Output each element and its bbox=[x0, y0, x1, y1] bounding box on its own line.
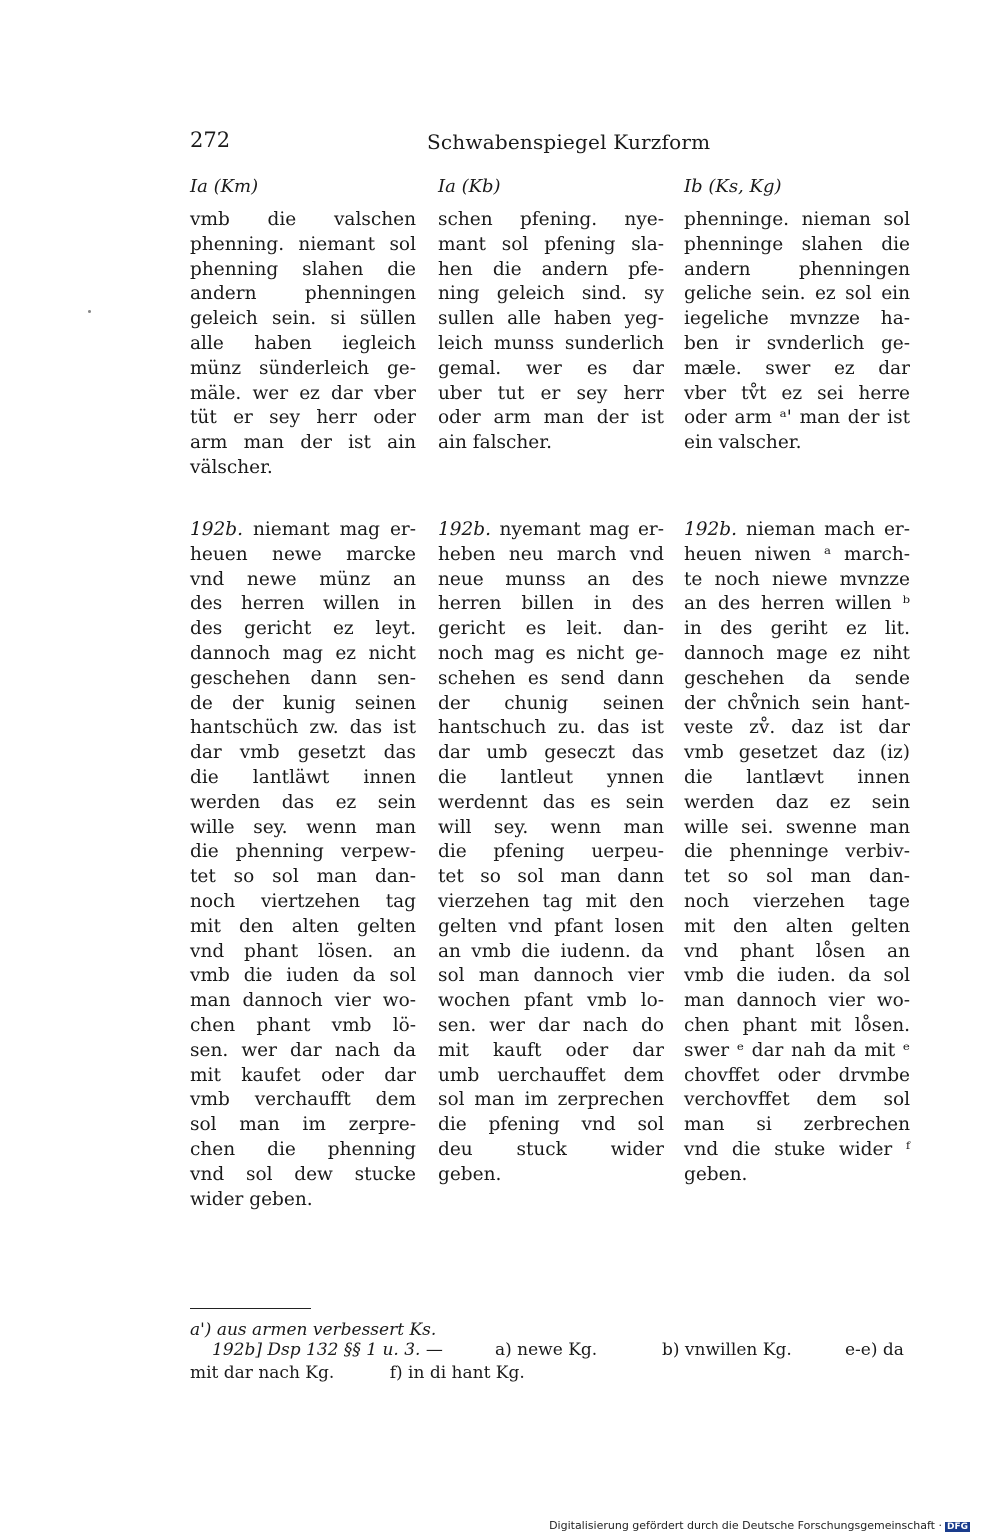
text-line bbox=[190, 518, 416, 543]
text-line: hen die andern pfe- bbox=[438, 258, 664, 280]
text-line: chen phant vmb lö- bbox=[190, 1014, 416, 1036]
text-line: mäle. wer ez dar vber bbox=[190, 382, 416, 404]
text-line: geschehen dann sen- bbox=[190, 667, 416, 689]
text-line: man dannoch vier wo- bbox=[190, 990, 416, 1012]
column-1-text-block-1 bbox=[190, 208, 416, 481]
text-line: tüt er sey herr oder bbox=[190, 407, 416, 429]
text-line: dar vmb gesetzt das bbox=[190, 742, 416, 764]
text-line: vmb die iuden. da sol bbox=[684, 965, 910, 987]
text-line: tet so sol man dann bbox=[438, 866, 664, 888]
text-line: an des herren willen ᵇ bbox=[684, 593, 910, 615]
text-line: dannoch mage ez niht bbox=[684, 642, 910, 664]
text-line: werdennt das es sein bbox=[438, 791, 664, 813]
column-2-text-block-2 bbox=[438, 518, 664, 1188]
text-line: vmb verchaufft dem bbox=[190, 1089, 416, 1111]
text-line: in des geriht ez lit. bbox=[684, 618, 910, 640]
text-line: geliche sein. ez sol ein bbox=[684, 283, 910, 305]
dfg-credit bbox=[549, 1519, 970, 1532]
text-line: vierzehen tag mit den bbox=[438, 890, 664, 912]
text-line: phenning slahen die bbox=[190, 258, 416, 280]
text-line: man si zerbrechen bbox=[684, 1114, 910, 1136]
text-line: des herren willen in bbox=[190, 593, 416, 615]
text-line: alle haben iegleich bbox=[190, 332, 416, 354]
text-line: vmb die iuden da sol bbox=[190, 965, 416, 987]
text-line: wille sey. wenn man bbox=[190, 816, 416, 838]
column-1-siglum: Ia (Km) bbox=[190, 176, 259, 197]
text-line: umb uerchauffet dem bbox=[438, 1064, 664, 1086]
text-line: ein valscher. bbox=[684, 432, 802, 454]
text-line: sen. wer dar nach do bbox=[438, 1014, 664, 1036]
column-2-siglum: Ia (Kb) bbox=[438, 176, 501, 197]
text-line: sol man im zerprechen bbox=[438, 1089, 664, 1111]
text-line: geben. bbox=[684, 1163, 748, 1185]
text-line: vnd phant lösen. an bbox=[190, 940, 416, 962]
text-line: gemal. wer es dar bbox=[438, 357, 664, 379]
text-line: noch vierzehen tage bbox=[684, 890, 910, 912]
text-line: der chv̊nich sein hant- bbox=[684, 692, 910, 714]
text-line: werden das ez sein bbox=[190, 791, 416, 813]
section-ref: 192b. bbox=[684, 519, 738, 540]
text-line: phenninge. nieman sol bbox=[684, 209, 910, 230]
footnote-rule bbox=[190, 1308, 311, 1309]
text-line: noch mag es nicht ge- bbox=[438, 642, 664, 664]
text-line: die lantläwt innen bbox=[190, 766, 416, 788]
column-1-text-block-2 bbox=[190, 518, 416, 1212]
column-3-siglum: Ib (Ks, Kg) bbox=[684, 176, 782, 197]
text-line: gericht es leit. dan- bbox=[438, 618, 664, 640]
text-line: ning geleich sind. sy bbox=[438, 283, 664, 305]
footnote-line-1: a') aus armen verbessert Ks. bbox=[190, 1320, 437, 1340]
footnote-e-cont: mit dar nach Kg. bbox=[190, 1363, 335, 1383]
footnote-line-2 bbox=[190, 1340, 910, 1360]
section-ref: 192b. bbox=[438, 519, 492, 540]
stray-mark bbox=[88, 310, 91, 313]
text-line-rest: niemant mag er- bbox=[243, 519, 416, 540]
text-line: wider geben. bbox=[190, 1188, 313, 1210]
text-line bbox=[684, 518, 910, 543]
text-line: mant sol pfening sla- bbox=[438, 233, 664, 255]
text-line: uber tut er sey herr bbox=[438, 382, 664, 404]
text-line: schehen es send dann bbox=[438, 667, 664, 689]
text-line: phenning. niemant sol bbox=[190, 233, 416, 255]
text-line: de der kunig seinen bbox=[190, 692, 416, 714]
text-line: mit den alten gelten bbox=[190, 915, 416, 937]
footnote-line-3 bbox=[190, 1363, 525, 1383]
text-line: will sey. wenn man bbox=[438, 816, 664, 838]
text-line: geleich sein. si süllen bbox=[190, 308, 416, 330]
text-line: die phenninge verbiv- bbox=[684, 841, 910, 863]
text-line: schen pfening. nye- bbox=[438, 209, 664, 230]
text-line: die pfening uerpeu- bbox=[438, 841, 664, 863]
text-line: die pfening vnd sol bbox=[438, 1114, 664, 1136]
text-line: ain falscher. bbox=[438, 432, 552, 454]
text-line: phenninge slahen die bbox=[684, 233, 910, 255]
column-2-text-block-1 bbox=[438, 208, 664, 456]
text-line: sol man im zerpre- bbox=[190, 1114, 416, 1136]
text-line: sol man dannoch vier bbox=[438, 965, 664, 987]
text-line: hantschüch zw. das ist bbox=[190, 717, 416, 739]
text-line: heuen niwen ᵃ march- bbox=[684, 543, 910, 565]
text-line: wille sei. swenne man bbox=[684, 816, 910, 838]
text-line: arm man der ist ain bbox=[190, 432, 416, 454]
footnote-b-text: b) vnwillen Kg. bbox=[662, 1340, 792, 1360]
text-line: geschehen da sende bbox=[684, 667, 910, 689]
running-head: Schwabenspiegel Kurzform bbox=[427, 130, 711, 154]
text-line: die lantleut ynnen bbox=[438, 766, 664, 788]
text-line: der chunig seinen bbox=[438, 692, 664, 714]
dfg-logo: DFG bbox=[946, 1522, 968, 1532]
text-line: gelten vnd pfant losen bbox=[438, 915, 664, 937]
text-line: sen. wer dar nach da bbox=[190, 1039, 416, 1061]
text-line: chovffet oder drvmbe bbox=[684, 1064, 910, 1086]
text-line: ben ir svnderlich ge- bbox=[684, 332, 910, 354]
dfg-credit-text: Digitalisierung gefördert durch die Deutsche Forschungsgemeinschaft · bbox=[549, 1519, 942, 1532]
text-line: veste zv̊. daz ist dar bbox=[684, 717, 910, 739]
footnote-a-text: a) newe Kg. bbox=[495, 1340, 598, 1360]
text-line: dar umb geseczt das bbox=[438, 742, 664, 764]
text-line bbox=[438, 518, 664, 543]
text-line: vnd die stuke wider ᶠ bbox=[684, 1138, 910, 1160]
text-line: mæle. swer ez dar bbox=[684, 357, 910, 379]
footnote-ref-192b: 192b] Dsp 132 §§ 1 u. 3. — bbox=[212, 1340, 443, 1360]
footnote-e-text: e-e) da bbox=[845, 1340, 904, 1360]
text-line: mit den alten gelten bbox=[684, 915, 910, 937]
text-line: die lantlævt innen bbox=[684, 766, 910, 788]
text-line: dannoch mag ez nicht bbox=[190, 642, 416, 664]
text-line: wochen pfant vmb lo- bbox=[438, 990, 664, 1012]
text-line: mit kauft oder dar bbox=[438, 1039, 664, 1061]
text-line: andern phenningen bbox=[684, 258, 910, 280]
text-line: vmb die valschen bbox=[190, 209, 416, 230]
text-line: andern phenningen bbox=[190, 283, 416, 305]
text-line-rest: nieman mach er- bbox=[737, 519, 910, 540]
text-line: vber tv̊t ez sei herre bbox=[684, 382, 910, 404]
text-line: te noch niewe mvnzze bbox=[684, 568, 910, 590]
text-line-rest: nyemant mag er- bbox=[491, 519, 664, 540]
text-line: an vmb die iudenn. da bbox=[438, 940, 664, 962]
text-line: vnd sol dew stucke bbox=[190, 1163, 416, 1185]
column-3-text-block-1 bbox=[684, 208, 910, 456]
text-line: neue munss an des bbox=[438, 568, 664, 590]
text-line: vnd phant lo̊sen an bbox=[684, 940, 910, 962]
text-line: geben. bbox=[438, 1163, 502, 1185]
text-line: werden daz ez sein bbox=[684, 791, 910, 813]
footnote-f-text: f) in di hant Kg. bbox=[389, 1363, 525, 1383]
text-line: heuen newe marcke bbox=[190, 543, 416, 565]
text-line: verchovffet dem sol bbox=[684, 1089, 910, 1111]
text-line: man dannoch vier wo- bbox=[684, 990, 910, 1012]
text-line: heben neu march vnd bbox=[438, 543, 664, 565]
text-line: hantschuch zu. das ist bbox=[438, 717, 664, 739]
text-line: münz sünderleich ge- bbox=[190, 357, 416, 379]
text-line: tet so sol man dan- bbox=[190, 866, 416, 888]
text-line: herren billen in des bbox=[438, 593, 664, 615]
text-line: deu stuck wider bbox=[438, 1138, 664, 1160]
text-line: vnd newe münz an bbox=[190, 568, 416, 590]
text-line: des gericht ez leyt. bbox=[190, 618, 416, 640]
text-line: oder arm man der ist bbox=[438, 407, 664, 429]
text-line: leich munss sunderlich bbox=[438, 332, 664, 354]
text-line: vmb gesetzet daz (iz) bbox=[684, 742, 910, 764]
text-line: noch viertzehen tag bbox=[190, 890, 416, 912]
text-line: välscher. bbox=[190, 456, 273, 478]
text-line: iegeliche mvnzze ha- bbox=[684, 308, 910, 330]
page-number: 272 bbox=[190, 128, 231, 152]
text-line: mit kaufet oder dar bbox=[190, 1064, 416, 1086]
column-3-text-block-2 bbox=[684, 518, 910, 1188]
text-line: tet so sol man dan- bbox=[684, 866, 910, 888]
text-line: die phenning verpew- bbox=[190, 841, 416, 863]
text-line: swer ᵉ dar nah da mit ᵉ bbox=[684, 1039, 910, 1061]
section-ref: 192b. bbox=[190, 519, 244, 540]
text-line: chen die phenning bbox=[190, 1138, 416, 1160]
text-line: oder arm ᵃ' man der ist bbox=[684, 407, 910, 429]
text-line: sullen alle haben yeg- bbox=[438, 308, 664, 330]
text-line: chen phant mit lo̊sen. bbox=[684, 1014, 910, 1036]
